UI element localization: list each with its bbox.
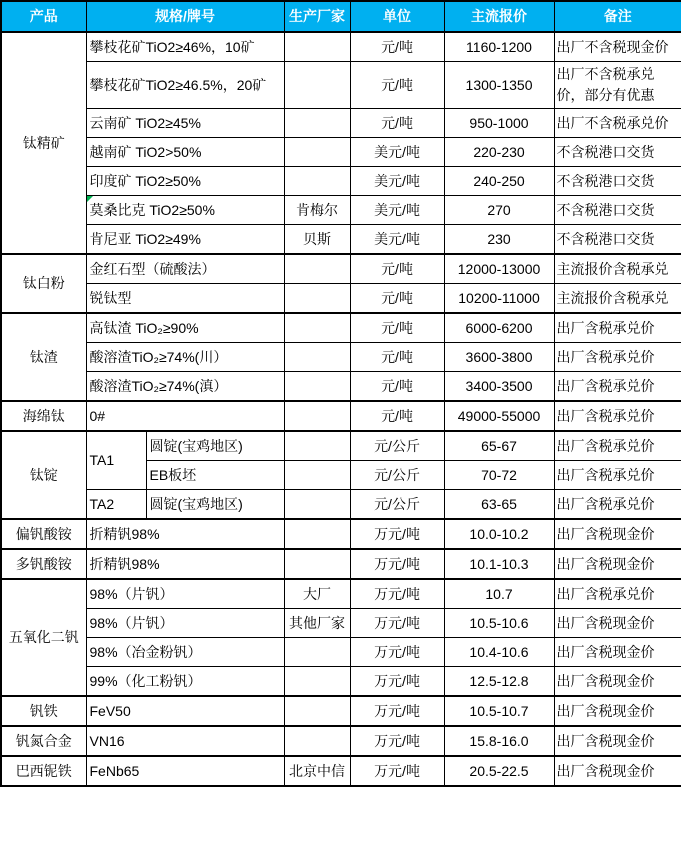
note-cell[interactable]: 不含税港口交货 <box>554 225 681 255</box>
unit-cell[interactable]: 元/吨 <box>350 32 444 62</box>
unit-cell[interactable]: 万元/吨 <box>350 756 444 786</box>
maker-cell[interactable] <box>284 726 350 756</box>
note-cell[interactable]: 出厂不含税承兑价，部分有优惠 <box>554 62 681 109</box>
unit-cell[interactable]: 元/吨 <box>350 401 444 431</box>
table-row <box>1 372 681 402</box>
unit-cell[interactable]: 元/公斤 <box>350 490 444 520</box>
header-note[interactable]: 备注 <box>554 1 681 32</box>
spec-cell[interactable]: 印度矿 TiO2≥50% <box>86 167 284 196</box>
price-cell[interactable]: 10.4-10.6 <box>444 638 554 667</box>
note-cell[interactable]: 出厂含税现金价 <box>554 609 681 638</box>
product-cell[interactable]: 钛白粉 <box>1 254 86 313</box>
price-cell[interactable]: 49000-55000 <box>444 401 554 431</box>
note-cell[interactable]: 出厂含税现金价 <box>554 756 681 786</box>
note-cell[interactable]: 出厂含税现金价 <box>554 726 681 756</box>
note-cell[interactable]: 不含税港口交货 <box>554 196 681 225</box>
unit-cell[interactable]: 元/公斤 <box>350 461 444 490</box>
spec-cell[interactable]: 98%（片钒） <box>86 609 284 638</box>
table-row <box>1 609 681 638</box>
note-cell[interactable]: 出厂含税承兑价 <box>554 461 681 490</box>
unit-cell[interactable]: 元/吨 <box>350 284 444 314</box>
spec-detail-cell[interactable]: EB板坯 <box>146 461 284 490</box>
maker-cell[interactable] <box>284 254 350 284</box>
price-cell[interactable]: 10.0-10.2 <box>444 519 554 549</box>
maker-cell[interactable] <box>284 431 350 461</box>
maker-cell[interactable] <box>284 167 350 196</box>
product-cell[interactable]: 钛锭 <box>1 431 86 519</box>
table-row <box>1 549 681 579</box>
spec-cell[interactable]: 攀枝花矿TiO2≥46.5%，20矿 <box>86 62 284 109</box>
maker-cell[interactable] <box>284 549 350 579</box>
table-row <box>1 284 681 314</box>
price-cell[interactable]: 1160-1200 <box>444 32 554 62</box>
product-cell[interactable]: 巴西铌铁 <box>1 756 86 786</box>
table-row <box>1 62 681 109</box>
spec-cell[interactable]: 折精钒98% <box>86 519 284 549</box>
price-cell[interactable]: 3400-3500 <box>444 372 554 402</box>
spec-cell[interactable]: FeNb65 <box>86 756 284 786</box>
maker-cell[interactable]: 肯梅尔 <box>284 196 350 225</box>
spec-detail-cell[interactable]: 圆锭(宝鸡地区) <box>146 490 284 520</box>
maker-cell[interactable]: 大厂 <box>284 579 350 609</box>
unit-cell[interactable]: 元/吨 <box>350 313 444 343</box>
spec-cell[interactable]: 莫桑比克 TiO2≥50% <box>86 196 284 225</box>
header-price[interactable]: 主流报价 <box>444 1 554 32</box>
price-cell[interactable]: 10200-11000 <box>444 284 554 314</box>
spec-cell[interactable]: 云南矿 TiO2≥45% <box>86 109 284 138</box>
price-cell[interactable]: 6000-6200 <box>444 313 554 343</box>
unit-cell[interactable]: 美元/吨 <box>350 167 444 196</box>
table-row <box>1 167 681 196</box>
note-cell[interactable]: 出厂含税承兑价 <box>554 490 681 520</box>
table-body <box>1 32 681 786</box>
header-spec[interactable]: 规格/牌号 <box>86 1 284 32</box>
spec-cell[interactable]: 酸溶渣TiO₂≥74%(滇） <box>86 372 284 402</box>
header-product[interactable]: 产品 <box>1 1 86 32</box>
table-row <box>1 138 681 167</box>
spec-detail-cell[interactable]: 圆锭(宝鸡地区) <box>146 431 284 461</box>
product-cell[interactable]: 钒氮合金 <box>1 726 86 756</box>
product-cell[interactable]: 多钒酸铵 <box>1 549 86 579</box>
table-row <box>1 696 681 726</box>
price-cell[interactable]: 10.1-10.3 <box>444 549 554 579</box>
unit-cell[interactable]: 元/吨 <box>350 62 444 109</box>
note-cell[interactable]: 出厂不含税现金价 <box>554 32 681 62</box>
note-cell[interactable]: 出厂含税现金价 <box>554 519 681 549</box>
spec-cell[interactable]: 金红石型（硫酸法） <box>86 254 284 284</box>
price-cell[interactable]: 270 <box>444 196 554 225</box>
price-cell[interactable]: 10.7 <box>444 579 554 609</box>
spec-cell[interactable]: 越南矿 TiO2>50% <box>86 138 284 167</box>
note-cell[interactable]: 不含税港口交货 <box>554 138 681 167</box>
maker-cell[interactable] <box>284 343 350 372</box>
table-row <box>1 254 681 284</box>
price-cell[interactable]: 240-250 <box>444 167 554 196</box>
product-cell[interactable]: 偏钒酸铵 <box>1 519 86 549</box>
unit-cell[interactable]: 万元/吨 <box>350 667 444 697</box>
note-cell[interactable]: 主流报价含税承兑 <box>554 284 681 314</box>
note-cell[interactable]: 主流报价含税承兑 <box>554 254 681 284</box>
table-row <box>1 109 681 138</box>
note-cell[interactable]: 出厂含税现金价 <box>554 696 681 726</box>
unit-cell[interactable]: 万元/吨 <box>350 726 444 756</box>
price-cell[interactable]: 20.5-22.5 <box>444 756 554 786</box>
maker-cell[interactable] <box>284 138 350 167</box>
note-cell[interactable]: 出厂含税承兑价 <box>554 313 681 343</box>
spec-cell[interactable]: 锐钛型 <box>86 284 284 314</box>
spec-grade-cell[interactable]: TA1 <box>86 431 146 490</box>
maker-cell[interactable] <box>284 667 350 697</box>
product-cell[interactable]: 钒铁 <box>1 696 86 726</box>
maker-cell[interactable] <box>284 401 350 431</box>
maker-cell[interactable] <box>284 461 350 490</box>
spec-cell[interactable]: 肯尼亚 TiO2≥49% <box>86 225 284 255</box>
table-row <box>1 32 681 62</box>
unit-cell[interactable]: 元/吨 <box>350 343 444 372</box>
green-corner-flag-icon <box>87 196 93 202</box>
header-maker[interactable]: 生产厂家 <box>284 1 350 32</box>
table-row <box>1 726 681 756</box>
maker-cell[interactable] <box>284 313 350 343</box>
spec-cell[interactable]: 折精钒98% <box>86 549 284 579</box>
spec-cell[interactable]: 高钛渣 TiO₂≥90% <box>86 313 284 343</box>
product-cell[interactable]: 钛精矿 <box>1 32 86 254</box>
maker-cell[interactable] <box>284 696 350 726</box>
table-row <box>1 579 681 609</box>
spec-cell[interactable]: 99%（化工粉钒） <box>86 667 284 697</box>
maker-cell[interactable] <box>284 62 350 109</box>
product-cell[interactable]: 海绵钛 <box>1 401 86 431</box>
table-row <box>1 225 681 255</box>
unit-cell[interactable]: 元/吨 <box>350 109 444 138</box>
price-cell[interactable]: 65-67 <box>444 431 554 461</box>
unit-cell[interactable]: 万元/吨 <box>350 696 444 726</box>
maker-cell[interactable] <box>284 638 350 667</box>
maker-cell[interactable] <box>284 372 350 402</box>
unit-cell[interactable]: 元/吨 <box>350 254 444 284</box>
unit-cell[interactable]: 万元/吨 <box>350 579 444 609</box>
note-cell[interactable]: 出厂含税承兑价 <box>554 579 681 609</box>
spec-cell[interactable]: 攀枝花矿TiO2≥46%，10矿 <box>86 32 284 62</box>
spec-grade-cell[interactable]: TA2 <box>86 490 146 520</box>
maker-cell[interactable] <box>284 490 350 520</box>
note-cell[interactable]: 出厂含税现金价 <box>554 549 681 579</box>
maker-cell[interactable]: 北京中信 <box>284 756 350 786</box>
maker-cell[interactable] <box>284 284 350 314</box>
table-row <box>1 196 681 225</box>
header-row <box>1 1 681 32</box>
note-cell[interactable]: 出厂含税承兑价 <box>554 343 681 372</box>
price-cell[interactable]: 15.8-16.0 <box>444 726 554 756</box>
note-cell[interactable]: 出厂含税现金价 <box>554 667 681 697</box>
price-cell[interactable]: 220-230 <box>444 138 554 167</box>
price-cell[interactable]: 10.5-10.7 <box>444 696 554 726</box>
table-row <box>1 401 681 431</box>
unit-cell[interactable]: 万元/吨 <box>350 519 444 549</box>
product-cell[interactable]: 钛渣 <box>1 313 86 401</box>
unit-cell[interactable]: 万元/吨 <box>350 549 444 579</box>
unit-cell[interactable]: 美元/吨 <box>350 225 444 255</box>
table-row <box>1 519 681 549</box>
note-cell[interactable]: 出厂含税承兑价 <box>554 372 681 402</box>
table-row <box>1 667 681 697</box>
price-cell[interactable]: 950-1000 <box>444 109 554 138</box>
price-cell[interactable]: 70-72 <box>444 461 554 490</box>
table-row <box>1 490 681 520</box>
price-cell[interactable]: 10.5-10.6 <box>444 609 554 638</box>
price-cell[interactable]: 3600-3800 <box>444 343 554 372</box>
price-cell[interactable]: 230 <box>444 225 554 255</box>
spec-cell[interactable]: FeV50 <box>86 696 284 726</box>
price-cell[interactable]: 1300-1350 <box>444 62 554 109</box>
unit-cell[interactable]: 元/公斤 <box>350 431 444 461</box>
spec-cell[interactable]: 98%（冶金粉钒） <box>86 638 284 667</box>
note-cell[interactable]: 出厂不含税承兑价 <box>554 109 681 138</box>
unit-cell[interactable]: 美元/吨 <box>350 196 444 225</box>
price-cell[interactable]: 12.5-12.8 <box>444 667 554 697</box>
maker-cell[interactable] <box>284 519 350 549</box>
maker-cell[interactable] <box>284 109 350 138</box>
product-cell[interactable]: 五氧化二钒 <box>1 579 86 696</box>
note-cell[interactable]: 不含税港口交货 <box>554 167 681 196</box>
maker-cell[interactable]: 贝斯 <box>284 225 350 255</box>
spec-cell[interactable]: 酸溶渣TiO₂≥74%(川） <box>86 343 284 372</box>
table-row <box>1 343 681 372</box>
table-row <box>1 756 681 786</box>
header-unit[interactable]: 单位 <box>350 1 444 32</box>
price-cell[interactable]: 12000-13000 <box>444 254 554 284</box>
maker-cell[interactable] <box>284 32 350 62</box>
note-cell[interactable]: 出厂含税承兑价 <box>554 431 681 461</box>
unit-cell[interactable]: 万元/吨 <box>350 638 444 667</box>
spec-cell[interactable]: 0# <box>86 401 284 431</box>
table-row <box>1 431 681 461</box>
unit-cell[interactable]: 美元/吨 <box>350 138 444 167</box>
maker-cell[interactable]: 其他厂家 <box>284 609 350 638</box>
note-cell[interactable]: 出厂含税承兑价 <box>554 401 681 431</box>
spec-cell[interactable]: VN16 <box>86 726 284 756</box>
note-cell[interactable]: 出厂含税现金价 <box>554 638 681 667</box>
table-row <box>1 638 681 667</box>
price-cell[interactable]: 63-65 <box>444 490 554 520</box>
unit-cell[interactable]: 元/吨 <box>350 372 444 402</box>
table-row <box>1 313 681 343</box>
spec-cell[interactable]: 98%（片钒） <box>86 579 284 609</box>
unit-cell[interactable]: 万元/吨 <box>350 609 444 638</box>
